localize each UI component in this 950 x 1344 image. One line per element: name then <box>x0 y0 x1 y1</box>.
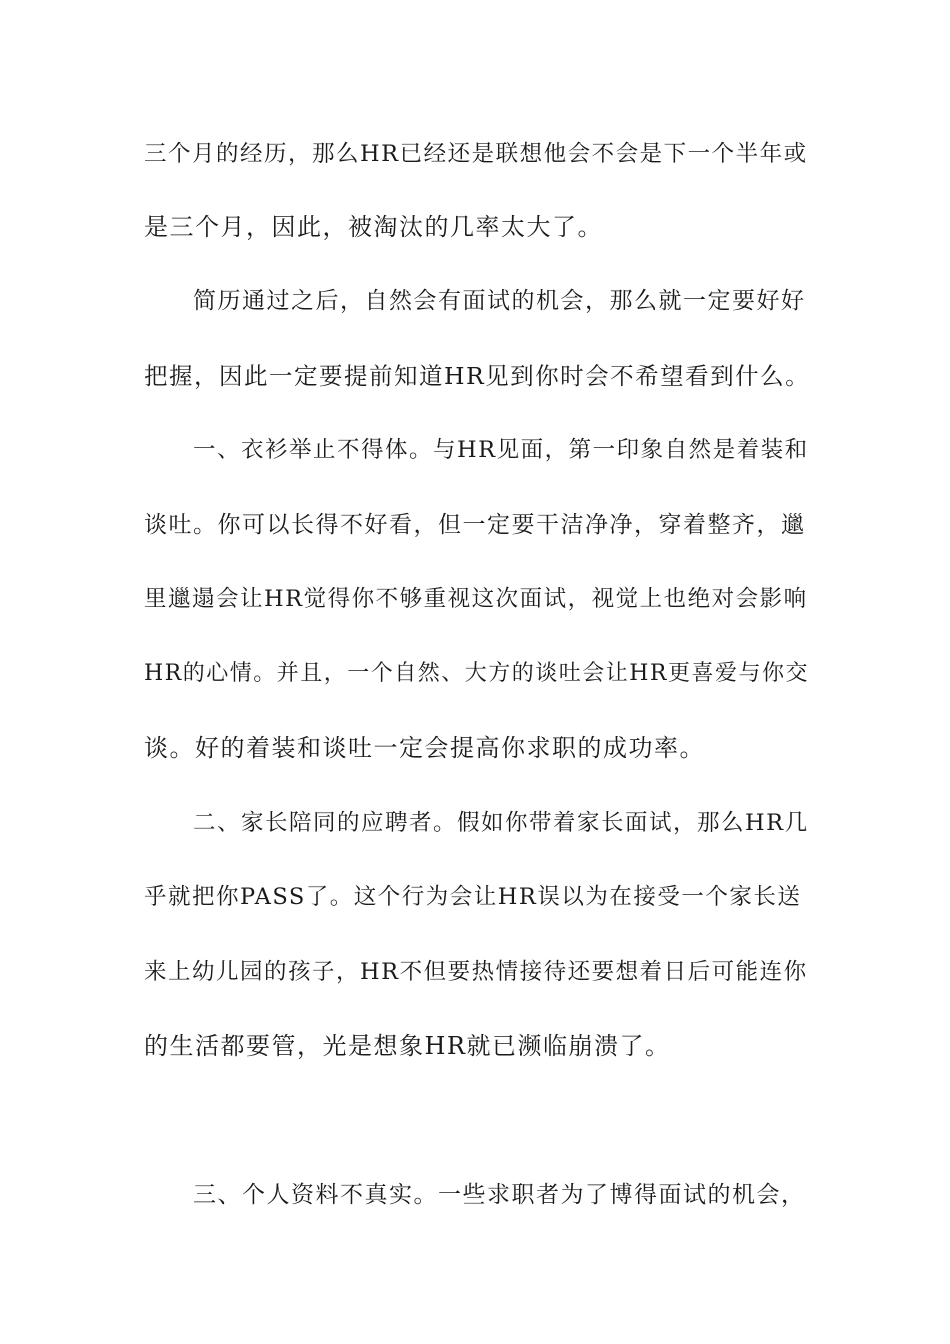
text-line: 把握，因此一定要提前知道HR见到你时会不希望看到什么。 <box>144 362 811 390</box>
text-line: 的生活都要管，光是想象HR就已濒临崩溃了。 <box>144 1032 671 1060</box>
text-line: 三、个人资料不真实。一些求职者为了博得面试的机会， <box>193 1182 806 1208</box>
text-line: 是三个月，因此，被淘汰的几率太大了。 <box>144 213 603 241</box>
text-line: 来上幼儿园的孩子，HR不但要热情接待还要想着日后可能连你 <box>144 959 808 985</box>
text-line: 乎就把你PASS了。这个行为会让HR误以为在接受一个家长送 <box>144 884 802 910</box>
text-line: 谈。好的着装和谈吐一定会提高你求职的成功率。 <box>144 734 705 762</box>
text-line: HR的心情。并且，一个自然、大方的谈吐会让HR更喜爱与你交 <box>144 661 810 686</box>
text-line: 二、家长陪同的应聘者。假如你带着家长面试，那么HR几 <box>193 810 809 836</box>
text-line: 三个月的经历，那么HR已经还是联想他会不会是下一个半年或 <box>144 141 808 167</box>
text-line: 谈吐。你可以长得不好看，但一定要干洁净净，穿着整齐，邋 <box>144 512 806 538</box>
text-line: 里邋遢会让HR觉得你不够重视这次面试，视觉上也绝对会影响 <box>144 586 808 612</box>
text-line: 简历通过之后，自然会有面试的机会，那么就一定要好好 <box>193 288 806 314</box>
text-line: 一、衣衫举止不得体。与HR见面，第一印象自然是着装和 <box>193 437 809 463</box>
